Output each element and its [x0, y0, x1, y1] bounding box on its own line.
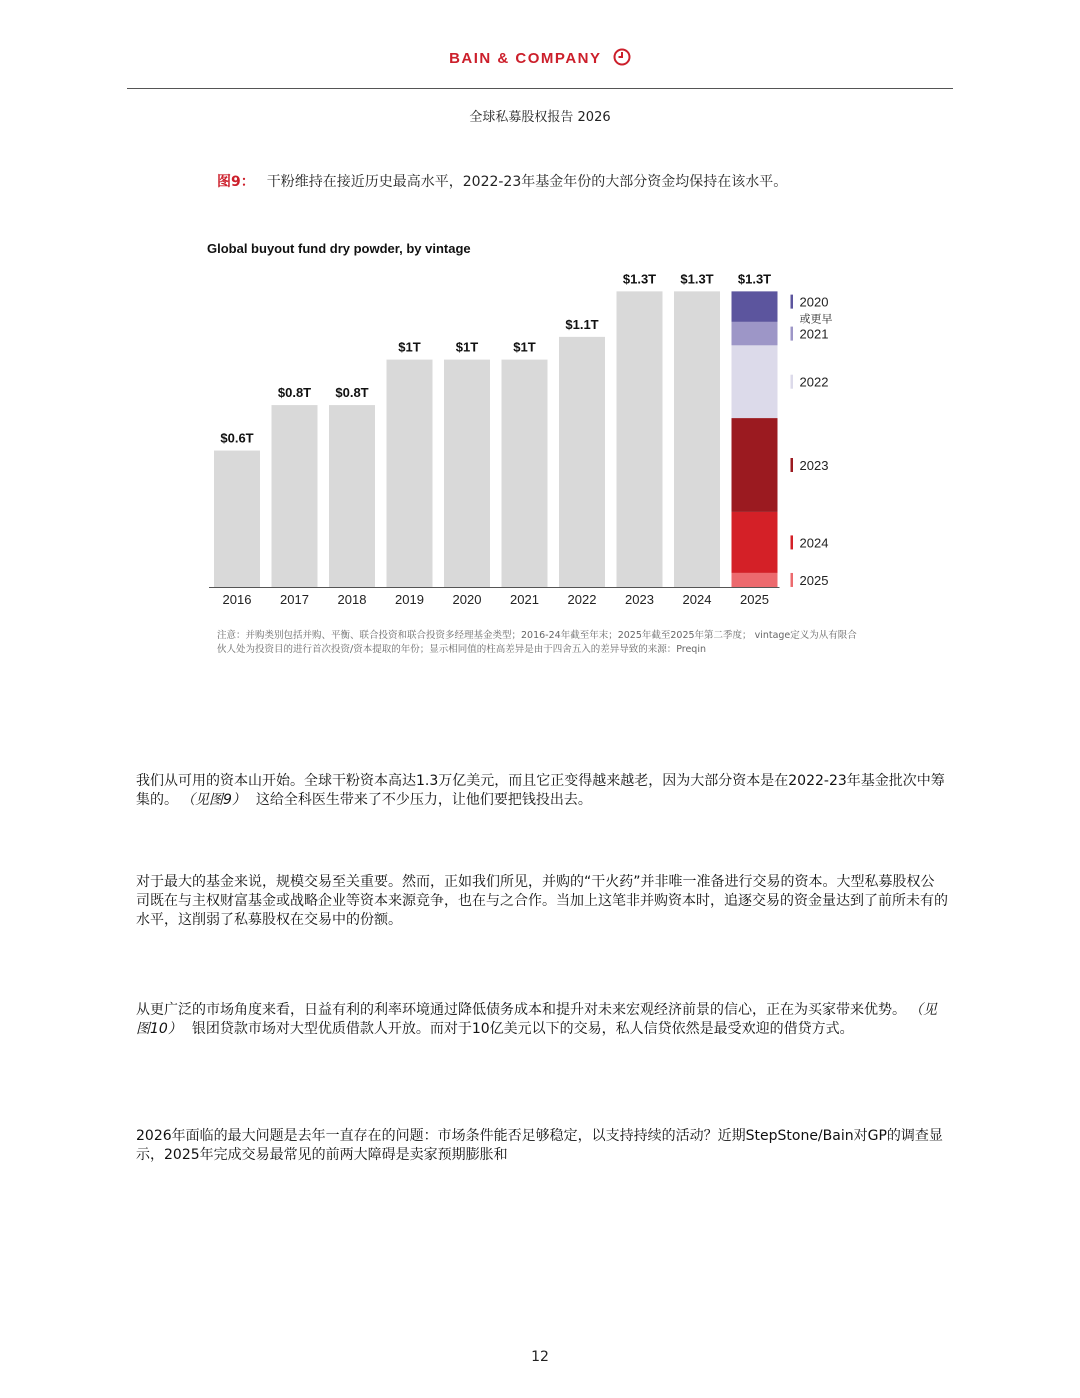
brand-logo	[0, 48, 1080, 67]
data-label: $1.3T	[737, 271, 772, 287]
x-tick-label: 2023	[625, 592, 654, 607]
data-label: $0.6T	[220, 430, 254, 446]
chart-title: Global buyout fund dry powder, by vintage	[207, 241, 471, 256]
bar-segment	[732, 512, 778, 573]
legend-label: 2025	[799, 572, 829, 588]
dry-powder-bar-chart	[200, 260, 880, 615]
data-label: $1.1T	[565, 316, 599, 332]
paragraph-3-text: 从更广泛的市场角度来看，日益有利的利率环境通过降低债务成本和提升对未来宏观经济前景的信心，正在为买家带来优势。	[136, 1002, 906, 1018]
bar	[272, 405, 318, 587]
legend-swatch	[791, 458, 794, 472]
bar	[502, 360, 548, 587]
x-tick-label: 2024	[682, 592, 712, 607]
data-label: $1T	[398, 339, 421, 355]
legend-swatch	[791, 375, 794, 389]
bar-segment	[732, 291, 778, 322]
legend-label: 2022	[799, 374, 829, 390]
legend-swatch	[791, 535, 794, 549]
x-tick-label: 2017	[280, 592, 309, 607]
x-tick-label: 2025	[740, 592, 769, 607]
bar	[674, 291, 720, 587]
x-tick-label: 2022	[567, 592, 597, 607]
legend-label: 2023	[799, 457, 829, 473]
x-tick-label: 2016	[222, 592, 252, 607]
legend-swatch	[791, 327, 794, 341]
paragraph-3-text-after: 银团贷款市场对大型优质借款人开放。而对于10亿美元以下的交易，私人信贷依然是最受欢迎的借贷方式。	[191, 1021, 854, 1037]
header-divider	[127, 88, 953, 89]
x-tick-label: 2018	[337, 592, 367, 607]
figure-caption	[217, 172, 857, 193]
legend-sublabel: 或更早	[799, 312, 833, 326]
bar-segment	[732, 573, 778, 587]
chart-note: 注意：并购类别包括并购、平衡、联合投资和联合投资多经理基金类型；2016-24年截至年末；2025年截至2025年第二季度； vintage定义为从有限合伙人处为投资目的进行首次投资/资本提取的年份；显示相同值的柱高差异是由于四舍五入的差异导致的来源：Preqin	[217, 630, 857, 655]
paragraph-2-text: 对于最大的基金来说，规模交易至关重要。然而，正如我们所见，并购的“干火药”并非唯一准备进行交易的资本。大型私募股权公司既在与主权财富基金或战略企业等资本来源竞争，也在与之合作。当加上这笔非并购资本时，追逐交易的资金量达到了前所未有的水平，这削弱了私募股权在交易中的份额。	[136, 874, 948, 928]
x-tick-label: 2019	[395, 592, 424, 607]
data-label: $0.8T	[335, 385, 369, 401]
bar-segment	[732, 345, 778, 418]
data-label: $0.8T	[277, 385, 312, 401]
x-tick-label: 2021	[510, 592, 539, 607]
figure-reference: （见图10）	[136, 1002, 937, 1037]
figure-title: 干粉维持在接近历史最高水平，2022-23年基金年份的大部分资金均保持在该水平。	[266, 174, 788, 190]
legend-label: 2020	[799, 294, 829, 310]
legend-label: 2024	[799, 535, 829, 551]
paragraph-4-text: 2026年面临的最大问题是去年一直存在的问题：市场条件能否足够稳定，以支持持续的活动？近期StepStone/Bain对GP的调查显示，2025年完成交易最常见的前两大障碍是卖家预期膨胀和	[136, 1128, 943, 1163]
bar	[617, 291, 663, 587]
figure-label: 图9：	[217, 174, 255, 190]
bar-segment	[732, 322, 778, 345]
data-label: $1T	[455, 339, 479, 355]
bar	[329, 405, 375, 587]
brand-name: BAIN & COMPANY	[449, 50, 602, 67]
data-label: $1T	[513, 339, 536, 355]
paragraph-1-text: 我们从可用的资本山开始。全球干粉资本高达1.3万亿美元，而且它正变得越来越老，因为大部分资本是在2022-23年基金批次中筹集的。	[136, 773, 945, 808]
paragraph-2	[136, 873, 948, 930]
bar	[387, 360, 433, 587]
data-label: $1.3T	[622, 271, 657, 287]
report-title: 全球私募股权报告 2026	[469, 110, 611, 125]
compass-icon	[613, 48, 631, 66]
bar	[559, 337, 605, 587]
paragraph-1-text-after: 这给全科医生带来了不少压力，让他们要把钱投出去。	[255, 792, 592, 808]
legend-label: 2021	[799, 326, 829, 342]
figure-reference: （见图9）	[188, 792, 246, 808]
legend-swatch	[791, 573, 794, 587]
legend-swatch	[791, 295, 794, 309]
data-label: $1.3T	[680, 271, 714, 287]
page-number: 12	[531, 1349, 549, 1365]
paragraph-1	[136, 772, 948, 810]
paragraph-4	[136, 1127, 948, 1165]
bar	[214, 451, 260, 587]
paragraph-3	[136, 1001, 948, 1039]
x-tick-label: 2020	[452, 592, 482, 607]
bar-segment	[732, 418, 778, 512]
bar	[444, 360, 490, 587]
